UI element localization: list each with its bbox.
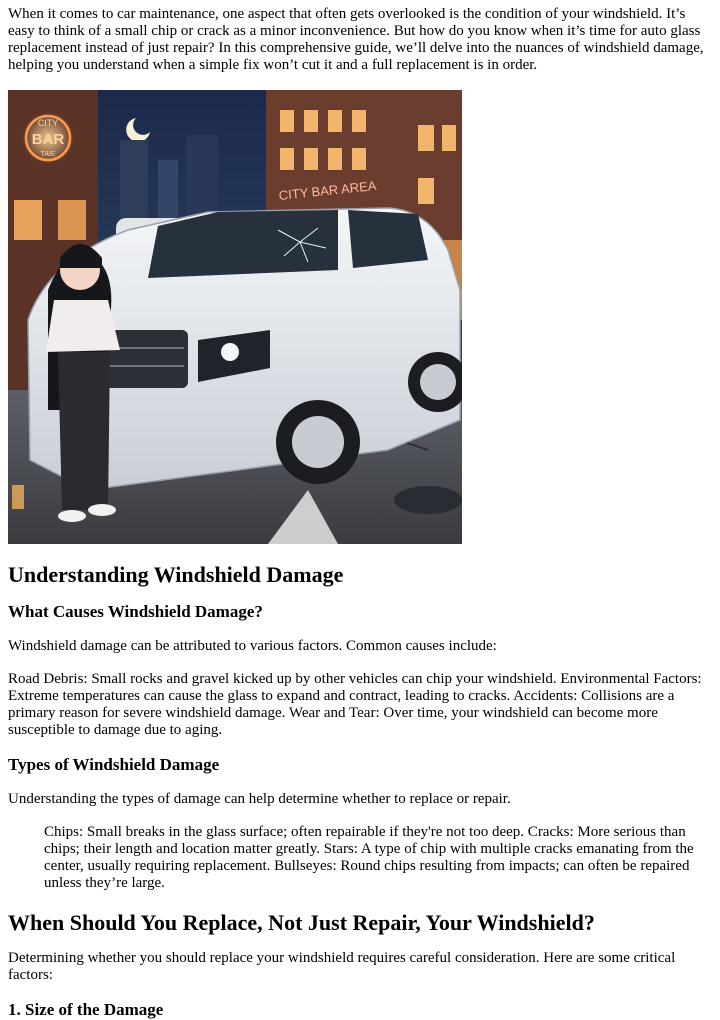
article-hero-image (8, 90, 462, 544)
types-list: Chips: Small breaks in the glass surface; often repairable if they're not too deep. Cracks: More serious than chips; their length and location matter greatly. Stars: A type of chip with multiple cracks emanating from the center, usually requiring replacement. Bullseyes: Round chips resulting from impacts; can often be repaired unless they’re large. (44, 824, 694, 891)
drink-cup (12, 485, 24, 509)
neon-sign-bottom-text: TAIE (40, 151, 56, 158)
causes-intro: Windshield damage can be attributed to various factors. Common causes include: (8, 638, 497, 654)
building-sign-text: CITY BAR AREA (278, 177, 378, 204)
heading-understanding-damage: Understanding Windshield Damage (8, 562, 344, 587)
heading-types: Types of Windshield Damage (8, 755, 220, 774)
neon-sign-mid-text: BAR (31, 131, 65, 148)
replace-intro: Determining whether you should replace your windshield requires careful consideration. Here are some critical factors: (8, 950, 676, 983)
intro-paragraph: When it comes to car maintenance, one aspect that often gets overlooked is the condition of your windshield. It’s easy to think of a small chip or crack as a minor inconvenience. But how do you know when it’s time for auto glass replacement instead of just repair? In this comprehensive guide, we’ll delve into the nuances of windshield damage, helping you understand when a simple fix won’t cut it and a full replacement is in order. (8, 6, 704, 73)
neon-sign-top-text: CITY (37, 118, 59, 128)
heading-replace-vs-repair: When Should You Replace, Not Just Repair, Your Windshield? (8, 910, 595, 935)
causes-list: Road Debris: Small rocks and gravel kicked up by other vehicles can chip your windshield. Environmental Factors: Extreme temperatures can cause the glass to expand and contract, leading to cracks. Accidents: Collisions are a primary reason for severe windshield damage. Wear and Tear: Over time, your windshield can become more susceptible to damage due to aging. (8, 671, 702, 738)
heading-size-of-damage: 1. Size of the Damage (8, 1000, 164, 1019)
types-intro: Understanding the types of damage can help determine whether to replace or repair. (8, 791, 511, 807)
heading-causes: What Causes Windshield Damage? (8, 602, 263, 621)
